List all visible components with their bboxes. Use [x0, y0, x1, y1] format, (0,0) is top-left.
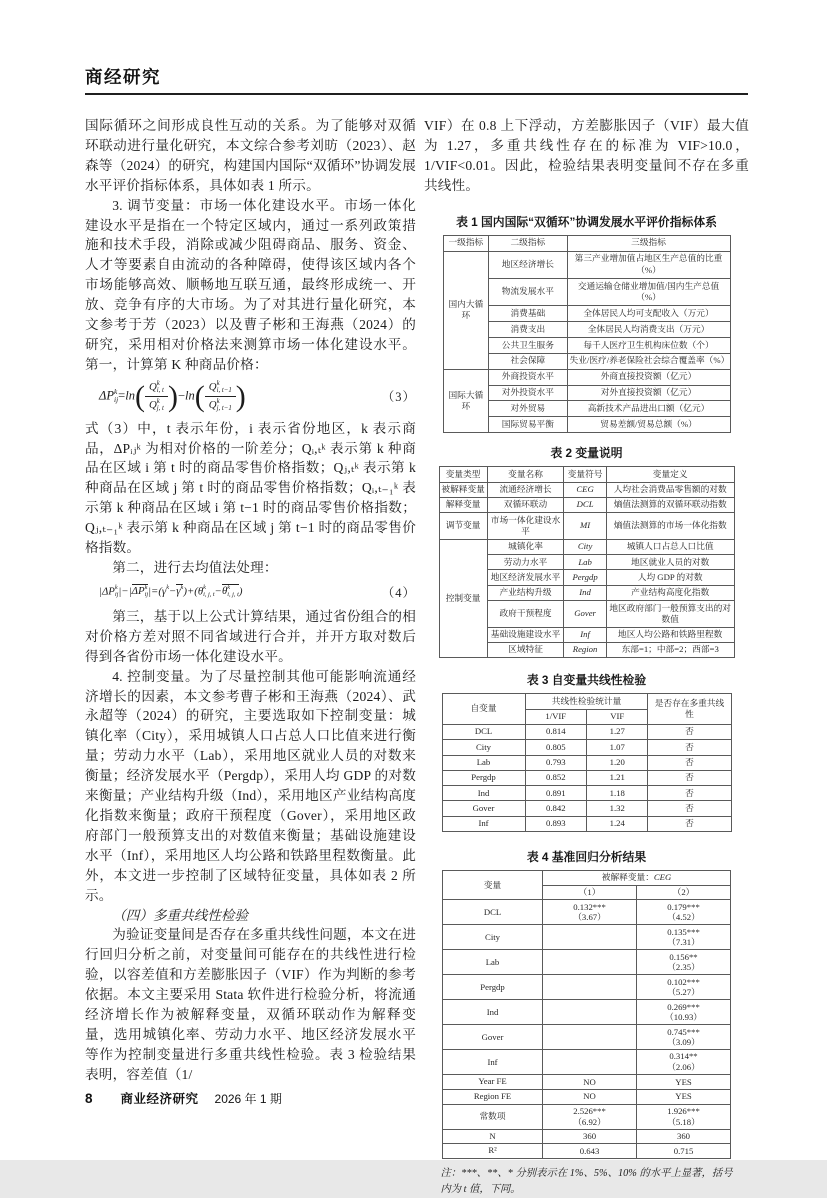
table-cell: 流通经济增长 — [487, 482, 564, 497]
table-row — [443, 975, 731, 1000]
page-footer — [85, 1089, 282, 1107]
table-cell: NO — [543, 1075, 637, 1090]
table-cell: 政府干预程度 — [487, 601, 564, 628]
group-label-cell: 调节变量 — [439, 513, 487, 540]
table-cell: 1.32 — [587, 801, 648, 816]
table-cell: Gover — [442, 801, 525, 816]
paragraph: 为验证变量间是否存在多重共线性问题，本文在进行回归分析之前，对变量间可能存在的共线性进行检验，以容差值和方差膨胀因子（VIF）作为判断的参考依据。本文主要采用 Stata 软件进行检验分析，将流通经济增长作为被解释变量，双循环联动作为解释变量，选用城镇化率、劳动力水平、地区经济发展水平等作为控制变量进行多重共线性检验。表 3 检验结果表明，容差值（1/ — [85, 927, 416, 1082]
table-row — [443, 900, 731, 925]
mean-term: γ k — [176, 583, 184, 598]
table-cell: 否 — [648, 770, 731, 785]
table-cell — [543, 925, 637, 950]
table-row — [443, 251, 730, 278]
paragraph: 3. 调节变量：市场一体化建设水平。市场一体化建设水平是指在一个特定区域内，通过一系列政策措施和技术手段，消除或减少阻碍商品、服务、资金、人才等要素自由流动的各种障碍，使得该区域内各个市场能够高效、顺畅地互联互通，最终形成统一、开放、竞争有序的大市场。为了对其进行量化研究，本文参考于芳（2023）以及曹子彬和王海燕（2024）的研究，采用相对价格法来测算市场一体化建设水平。第一，计算第 K 种商品价格： — [85, 197, 416, 372]
table-row — [443, 1000, 731, 1025]
table-cell: 0.179*** （4.52） — [637, 900, 731, 925]
table-cell: 常数项 — [443, 1104, 543, 1129]
table-cell: YES — [637, 1089, 731, 1104]
table-cell: 城镇化率 — [487, 539, 564, 554]
table-cell: 人均社会消费品零售额的对数 — [606, 482, 734, 497]
table-cell: City — [564, 539, 607, 554]
table-cell: 物流发展水平 — [489, 278, 567, 305]
table-cell: 0.852 — [525, 770, 586, 785]
left-column — [85, 116, 416, 1085]
table-cell: 全体居民人均可支配收入（万元） — [567, 305, 730, 321]
table-cell: 交通运输仓储业增加值/国内生产总值（%） — [567, 278, 730, 305]
table-cell: NO — [543, 1089, 637, 1104]
table-cell — [543, 1050, 637, 1075]
table-cell: 社会保障 — [489, 353, 567, 369]
table-row — [443, 1144, 731, 1159]
table-cell: 地区经济发展水平 — [487, 570, 564, 585]
column-header: （2） — [637, 885, 731, 900]
table-cell: 2.526*** （6.92） — [543, 1104, 637, 1129]
table-cell: Inf — [442, 816, 525, 831]
table-cell: 1.24 — [587, 816, 648, 831]
table-2-title: 表 2 变量说明 — [550, 446, 623, 461]
page-header — [85, 64, 748, 95]
column-header: 变量名称 — [487, 467, 564, 482]
table-cell: City — [442, 740, 525, 755]
table-cell: 人均 GDP 的对数 — [606, 570, 734, 585]
table-row — [439, 513, 734, 540]
table-cell: 贸易差额/贸易总额（%） — [567, 417, 730, 433]
table-cell: 0.715 — [637, 1144, 731, 1159]
table-row — [442, 740, 731, 755]
table-row — [443, 1089, 731, 1104]
column-header: （1） — [543, 885, 637, 900]
table-cell: Inf — [443, 1050, 543, 1075]
table-cell: Ind — [443, 1000, 543, 1025]
table-row — [442, 724, 731, 739]
right-column — [424, 116, 749, 1198]
table-cell: 产业结构升级 — [487, 585, 564, 600]
table-2-variable-description — [439, 466, 735, 658]
table-cell: 0.793 — [525, 755, 586, 770]
table-row — [443, 925, 731, 950]
paragraph: VIF）在 0.8 上下浮动，方差膨胀因子（VIF）最大值为 1.27，多重共线性存在的标准为 VIF>10.0，1/VIF<0.01。因此，检验结果表明变量间不存在多重共线性。 — [424, 118, 749, 193]
table-cell: Lab — [564, 555, 607, 570]
journal-name: 商业经济研究 — [120, 1092, 199, 1106]
table-4-title: 表 4 基准回归分析结果 — [526, 850, 647, 865]
group-label-cell: 国内大循环 — [443, 251, 489, 369]
table-row — [442, 816, 731, 831]
table-cell: 0.805 — [525, 740, 586, 755]
table-cell: 否 — [648, 786, 731, 801]
table-row — [442, 786, 731, 801]
table-cell: 熵值法测算的双循环联动指数 — [606, 497, 734, 512]
table-cell: 市场一体化建设水平 — [487, 513, 564, 540]
group-label-cell: 国际大循环 — [443, 369, 489, 433]
column-group-header: 共线性检验统计量 — [525, 694, 648, 709]
table-row — [443, 1025, 731, 1050]
table-cell: 否 — [648, 801, 731, 816]
table-row — [439, 539, 734, 554]
fraction-2: Q k i, t−1 Q k j, t−1 — [205, 380, 236, 413]
table-row — [442, 755, 731, 770]
table-cell: 否 — [648, 740, 731, 755]
table-cell: DCL — [564, 497, 607, 512]
table-cell: 地区就业人员的对数 — [606, 555, 734, 570]
fraction-1: Q k i, t Q k j, t — [145, 380, 168, 413]
table-cell: 对外直接投资额（亿元） — [567, 385, 730, 401]
table-cell — [543, 950, 637, 975]
table-cell — [543, 1025, 637, 1050]
table-row — [442, 770, 731, 785]
formula-3 — [85, 380, 416, 413]
table-cell: Ind — [442, 786, 525, 801]
table-cell: 否 — [648, 816, 731, 831]
table-cell: 区域特征 — [487, 642, 564, 657]
table-row — [443, 950, 731, 975]
table-cell: 0.842 — [525, 801, 586, 816]
column-header: 自变量 — [442, 694, 525, 725]
table-3-collinearity-test — [442, 693, 732, 832]
table-header-row — [443, 235, 730, 251]
table-row — [443, 1104, 731, 1129]
table-cell: 消费支出 — [489, 321, 567, 337]
table-cell: 360 — [543, 1129, 637, 1144]
table-1-title: 表 1 国内国际“双循环”协调发展水平评价指标体系 — [456, 214, 717, 229]
table-cell: 地区经济增长 — [489, 251, 567, 278]
table-cell: 外商直接投资额（亿元） — [567, 369, 730, 385]
table-cell: 地区政府部门一般预算支出的对数值 — [606, 601, 734, 628]
table-cell: 高新技术产品进出口额（亿元） — [567, 401, 730, 417]
column-header: 二级指标 — [489, 235, 567, 251]
table-cell: 0.814 — [525, 724, 586, 739]
table-cell: 0.135*** （7.31） — [637, 925, 731, 950]
table-cell: 对外贸易 — [489, 401, 567, 417]
table-cell: 0.893 — [525, 816, 586, 831]
table-cell: Region — [564, 642, 607, 657]
left-paren: ( — [194, 379, 205, 413]
table-header-row — [439, 467, 734, 482]
table-cell: N — [443, 1129, 543, 1144]
table-cell: Lab — [442, 755, 525, 770]
table-cell: Pergdp — [442, 770, 525, 785]
table-4-baseline-regression — [442, 870, 731, 1159]
paragraph: 式（3）中，t 表示年份，i 表示省份地区，k 表示商品，ΔPᵢⱼᵏ 为相对价格的一阶差分；Qᵢ,ₜᵏ 表示第 k 种商品在区域 i 第 t 时的商品零售价格指数；Qⱼ,ₜᵏ 表示第 k 种商品在区域 j 第 t 时的商品零售价格指数；Qᵢ,ₜ₋₁ᵏ 表示第 k 种商品在区域 i 第 t−1 时的商品零售价格指数；Qⱼ,ₜ₋₁ᵏ 表示第 k 种商品在区域 j 第 t−1 时的商品零售价格指数。 — [85, 420, 416, 556]
group-label-cell: 解释变量 — [439, 497, 487, 512]
table-cell: Ind — [564, 585, 607, 600]
column-header: 变量定义 — [606, 467, 734, 482]
table-cell: 360 — [637, 1129, 731, 1144]
table-cell: 消费基础 — [489, 305, 567, 321]
page-number: 8 — [85, 1091, 93, 1106]
journal-section-title: 商经研究 — [85, 67, 161, 87]
table-cell: 地区人均公路和铁路里程数 — [606, 627, 734, 642]
table-cell: 对外投资水平 — [489, 385, 567, 401]
column-header: 变量类型 — [439, 467, 487, 482]
table-header-row — [443, 871, 731, 886]
mean-term: θ k i, j, t — [221, 583, 239, 598]
equation-body: ΔP k ij =ln( Q k i, t Q k j, t )−ln( Q k i, t−1 Q k j, t−1 ) — [99, 379, 246, 413]
group-label-cell: 控制变量 — [439, 539, 487, 658]
column-header: 是否存在多重共线性 — [648, 694, 731, 725]
table-row — [443, 1050, 731, 1075]
table-cell: 0.745*** （3.09） — [637, 1025, 731, 1050]
paragraph: 国际循环之间形成良性互动的关系。为了能够对双循环联动进行量化研究，本文综合参考刘昉（2023）、赵森等（2024）的研究，构建国内国际“双循环”协调发展水平评价指标体系，具体如表 1 所示。 — [85, 118, 416, 193]
table-row — [442, 801, 731, 816]
table-cell: 0.269*** （10.93） — [637, 1000, 731, 1025]
table-cell: Gover — [443, 1025, 543, 1050]
table-cell: 产业结构高度化指数 — [606, 585, 734, 600]
table-cell: City — [443, 925, 543, 950]
mean-term: ΔP k ij — [131, 583, 149, 598]
table-cell: Lab — [443, 950, 543, 975]
right-paren: ) — [235, 379, 246, 413]
table-cell: 劳动力水平 — [487, 555, 564, 570]
table-cell: 1.18 — [587, 786, 648, 801]
table-3-title: 表 3 自变量共线性检验 — [526, 673, 647, 688]
table-4-note: 注：***、**、* 分别表示在 1%、5%、10% 的水平上显著，括号内为 t 值，下同。 — [440, 1167, 733, 1195]
paragraph: 第二，进行去均值法处理： — [112, 560, 278, 575]
table-cell: 0.132*** （3.67） — [543, 900, 637, 925]
table-cell: 1.07 — [587, 740, 648, 755]
table-cell: 失业/医疗/养老保险社会综合覆盖率（%） — [567, 353, 730, 369]
table-cell: R² — [443, 1144, 543, 1159]
table-cell: Pergdp — [443, 975, 543, 1000]
table-cell: Pergdp — [564, 570, 607, 585]
right-paren: ) — [167, 379, 178, 413]
table-cell: 每千人医疗卫生机构床位数（个） — [567, 337, 730, 353]
table-cell: Region FE — [443, 1089, 543, 1104]
table-row — [443, 1075, 731, 1090]
table-cell: 0.314** （2.06） — [637, 1050, 731, 1075]
table-cell: 否 — [648, 755, 731, 770]
table-cell: 0.643 — [543, 1144, 637, 1159]
group-label-cell: 被解释变量 — [439, 482, 487, 497]
table-row — [439, 482, 734, 497]
table-cell: 基础设施建设水平 — [487, 627, 564, 642]
table-row — [439, 497, 734, 512]
column-header: 一级指标 — [443, 235, 489, 251]
paragraph: 第三，基于以上公式计算结果，通过省份组合的相对价格方差对照不同省域进行合并，并开方取对数后得到各省份市场一体化建设水平。 — [85, 608, 416, 664]
table-1-indicator-system — [443, 235, 731, 434]
equation-body: |ΔP k ij |−|ΔP k ij |=(γ k −γ k )+(θ k i, j, t −θ k i, j, t ) — [99, 583, 243, 598]
column-header: 三级指标 — [567, 235, 730, 251]
column-group-header: 被解释变量：CEG — [543, 871, 731, 886]
issue-label: 2026 年 1 期 — [214, 1092, 282, 1106]
table-cell: DCL — [443, 900, 543, 925]
table-cell: MI — [564, 513, 607, 540]
table-cell: 城镇人口占总人口比值 — [606, 539, 734, 554]
column-header: 变量 — [443, 871, 543, 900]
table-cell: 第三产业增加值占地区生产总值的比重（%） — [567, 251, 730, 278]
table-cell: CEG — [564, 482, 607, 497]
table-row — [443, 369, 730, 385]
table-cell: 熵值法测算的市场一体化指数 — [606, 513, 734, 540]
subsection-heading: （四）多重共线性检验 — [112, 907, 249, 923]
table-cell: 外商投资水平 — [489, 369, 567, 385]
equation-number: （4） — [381, 585, 416, 600]
column-header: 1/VIF — [525, 709, 586, 724]
table-cell: 公共卫生服务 — [489, 337, 567, 353]
paragraph: 4. 控制变量。为了尽量控制其他可能影响流通经济增长的因素，本文参考曹子彬和王海燕（2024）、武永超等（2024）的研究，主要选取如下控制变量：城镇化率（City），采用城镇人口占总人口比值来进行衡量；劳动力水平（Lab），采用地区就业人员的对数来衡量；经济发展水平（Pergdp），采用人均 GDP 的对数来衡量；产业结构升级（Ind），采用地区产业结构高度化指数来衡量；政府干预程度（Gover），采用地区政府部门一般预算支出的对数值来衡量；基础设施建设水平（Inf），采用地区人均公路和铁路里程数衡量。此外，本文进一步控制了区域特征变量，具体如表 2 所示。 — [85, 668, 416, 903]
table-cell: 0.102*** （5.27） — [637, 975, 731, 1000]
table-cell: 国际贸易平衡 — [489, 417, 567, 433]
table-cell: DCL — [442, 724, 525, 739]
table-cell — [543, 1000, 637, 1025]
column-header: 变量符号 — [564, 467, 607, 482]
table-cell: 全体居民人均消费支出（万元） — [567, 321, 730, 337]
table-cell: 0.156** （2.35） — [637, 950, 731, 975]
table-cell: Year FE — [443, 1075, 543, 1090]
table-cell — [543, 975, 637, 1000]
table-row — [443, 1129, 731, 1144]
table-cell: 双循环联动 — [487, 497, 564, 512]
table-cell: Gover — [564, 601, 607, 628]
equation-number: （3） — [381, 390, 416, 405]
table-cell: 1.926*** （5.18） — [637, 1104, 731, 1129]
table-cell: 东部=1；中部=2；西部=3 — [606, 642, 734, 657]
table-cell: 1.27 — [587, 724, 648, 739]
left-paren: ( — [134, 379, 145, 413]
table-cell: YES — [637, 1075, 731, 1090]
table-cell: 1.21 — [587, 770, 648, 785]
column-header: VIF — [587, 709, 648, 724]
table-cell: Inf — [564, 627, 607, 642]
table-cell: 否 — [648, 724, 731, 739]
formula-4 — [85, 583, 416, 601]
table-cell: 0.891 — [525, 786, 586, 801]
table-cell: 1.20 — [587, 755, 648, 770]
table-header-row — [442, 694, 731, 709]
